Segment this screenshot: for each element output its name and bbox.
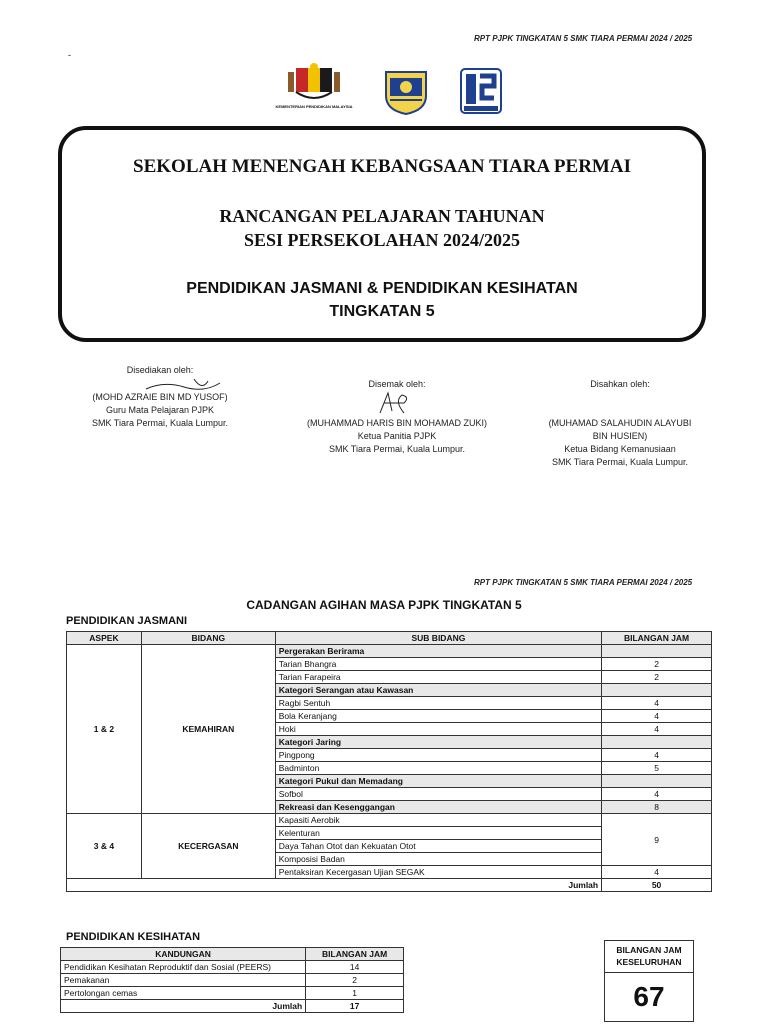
total-row	[67, 879, 712, 892]
school-crest	[382, 66, 430, 116]
form-title: TINGKATAN 5	[329, 303, 435, 320]
bidang-cell: KECERGASAN	[141, 814, 275, 879]
col-bidang: BIDANG	[141, 632, 275, 645]
table-row	[67, 814, 712, 827]
hours-cell: 4	[602, 697, 712, 710]
sub-bidang-cell: Rekreasi dan Kesenggangan	[275, 801, 601, 814]
total-label: Jumlah	[61, 1000, 306, 1013]
overall-value: 67	[633, 981, 665, 1012]
sub-bidang-cell: Komposisi Badan	[275, 853, 601, 866]
kandungan-cell: Pertolongan cemas	[61, 987, 306, 1000]
pj-table-body	[67, 645, 712, 892]
approved-role: Ketua Bidang Kemanusiaan	[564, 444, 676, 454]
badge-25-icon	[460, 68, 502, 114]
aspek-cell: 1 & 2	[67, 645, 142, 814]
prepared-name: (MOHD AZRAIE BIN MD YUSOF)	[92, 392, 228, 402]
total-value: 17	[306, 1000, 404, 1013]
health-table-body	[61, 961, 404, 1013]
overall-label-2: KESELURUHAN	[616, 957, 682, 967]
overall-total-box	[604, 940, 694, 1022]
kandungan-cell: Pendidikan Kesihatan Reproduktif dan Sosial (PEERS)	[61, 961, 306, 974]
hours-cell: 1	[306, 987, 404, 1000]
sub-bidang-cell: Daya Tahan Otot dan Kekuatan Otot	[275, 840, 601, 853]
subject-title: PENDIDIKAN JASMANI & PENDIDIKAN KESIHATAN	[186, 280, 578, 297]
hours-cell: 5	[602, 762, 712, 775]
sub-bidang-cell: Kategori Serangan atau Kawasan	[275, 684, 601, 697]
col-aspek: ASPEK	[67, 632, 142, 645]
hours-cell: 4	[602, 788, 712, 801]
total-value: 50	[602, 879, 712, 892]
approved-place: SMK Tiara Permai, Kuala Lumpur.	[551, 457, 689, 467]
approved-label: Disahkan oleh:	[590, 379, 650, 389]
checked-signature	[290, 391, 504, 417]
title-box	[58, 126, 706, 342]
sub-bidang-cell: Tarian Bhangra	[275, 658, 601, 671]
kandungan-cell: Pemakanan	[61, 974, 306, 987]
col-kandungan: KANDUNGAN	[61, 948, 306, 961]
prepared-role: Guru Mata Pelajaran PJPK	[105, 405, 215, 415]
checked-label: Disemak oleh:	[368, 379, 426, 389]
allocation-title: CADANGAN AGIHAN MASA PJPK TINGKATAN 5	[246, 598, 522, 612]
header-note: RPT PJPK TINGKATAN 5 SMK TIARA PERMAI 2024 / 2025	[474, 34, 693, 43]
table-row	[67, 645, 712, 658]
hours-cell: 2	[602, 671, 712, 684]
total-label: Jumlah	[67, 879, 602, 892]
col-jam: BILANGAN JAM	[602, 632, 712, 645]
col-health-jam: BILANGAN JAM	[306, 948, 404, 961]
table-row	[61, 974, 404, 987]
school-crest-icon	[382, 66, 430, 116]
hours-cell: 14	[306, 961, 404, 974]
overall-label	[605, 941, 693, 973]
table-row	[61, 961, 404, 974]
hours-cell	[602, 736, 712, 749]
hours-cell: 4	[602, 710, 712, 723]
dash-mark: -	[68, 50, 71, 60]
sub-bidang-cell: Pingpong	[275, 749, 601, 762]
hours-cell: 4	[602, 723, 712, 736]
aspek-cell: 3 & 4	[67, 814, 142, 879]
approved-name-2: BIN HUSIEN)	[592, 431, 648, 441]
pj-table	[66, 631, 712, 892]
table-row	[61, 987, 404, 1000]
hours-cell: 8	[602, 801, 712, 814]
hours-cell: 9	[602, 814, 712, 866]
pj-table-header	[67, 632, 712, 645]
signature-icon	[144, 377, 224, 393]
approved-by-block	[528, 378, 712, 469]
checked-place: SMK Tiara Permai, Kuala Lumpur.	[328, 444, 466, 454]
sub-bidang-cell: Hoki	[275, 723, 601, 736]
plan-title: RANCANGAN PELAJARAN TAHUNAN	[219, 206, 545, 226]
signature-icon	[374, 391, 414, 417]
approved-name-1: (MUHAMAD SALAHUDIN ALAYUBI	[548, 418, 692, 428]
checked-by-block	[290, 378, 504, 456]
overall-label-1: BILANGAN JAM	[616, 945, 682, 955]
kpm-caption: KEMENTERIAN PENDIDIKAN MALAYSIA	[275, 104, 353, 109]
prepared-label: Disediakan oleh:	[126, 365, 194, 375]
health-table-header	[61, 948, 404, 961]
sub-bidang-cell: Kapasiti Aerobik	[275, 814, 601, 827]
prepared-by-block	[60, 364, 260, 430]
hours-cell	[602, 645, 712, 658]
total-row	[61, 1000, 404, 1013]
sub-bidang-cell: Kategori Jaring	[275, 736, 601, 749]
prepared-signature	[60, 377, 260, 391]
hours-cell	[602, 684, 712, 697]
bidang-cell: KEMAHIRAN	[141, 645, 275, 814]
col-sub-bidang: SUB BIDANG	[275, 632, 601, 645]
sub-bidang-cell: Tarian Farapeira	[275, 671, 601, 684]
sub-bidang-cell: Ragbi Sentuh	[275, 697, 601, 710]
sub-bidang-cell: Bola Keranjang	[275, 710, 601, 723]
hours-cell: 4	[602, 866, 712, 879]
pj-heading: PENDIDIKAN JASMANI	[66, 615, 188, 627]
sub-bidang-cell: Badminton	[275, 762, 601, 775]
health-table	[60, 947, 404, 1013]
prepared-place: SMK Tiara Permai, Kuala Lumpur.	[91, 418, 229, 428]
school-name: SEKOLAH MENENGAH KEBANGSAAN TIARA PERMAI	[133, 156, 631, 177]
sub-bidang-cell: Pentaksiran Kecergasan Ujian SEGAK	[275, 866, 601, 879]
hours-cell	[602, 775, 712, 788]
checked-name: (MUHAMMAD HARIS BIN MOHAMAD ZUKI)	[307, 418, 487, 428]
session-title: SESI PERSEKOLAHAN 2024/2025	[243, 230, 521, 250]
hours-cell: 2	[602, 658, 712, 671]
sub-bidang-cell: Sofbol	[275, 788, 601, 801]
sub-bidang-cell: Pergerakan Berirama	[275, 645, 601, 658]
health-heading: PENDIDIKAN KESIHATAN	[66, 931, 201, 943]
checked-role: Ketua Panitia PJPK	[357, 431, 437, 441]
sub-bidang-cell: Kategori Pukul dan Memadang	[275, 775, 601, 788]
sub-bidang-cell: Kelenturan	[275, 827, 601, 840]
hours-cell: 2	[306, 974, 404, 987]
header-note-2: RPT PJPK TINGKATAN 5 SMK TIARA PERMAI 2024 / 2025	[474, 578, 693, 587]
badge-25	[460, 68, 502, 114]
hours-cell: 4	[602, 749, 712, 762]
